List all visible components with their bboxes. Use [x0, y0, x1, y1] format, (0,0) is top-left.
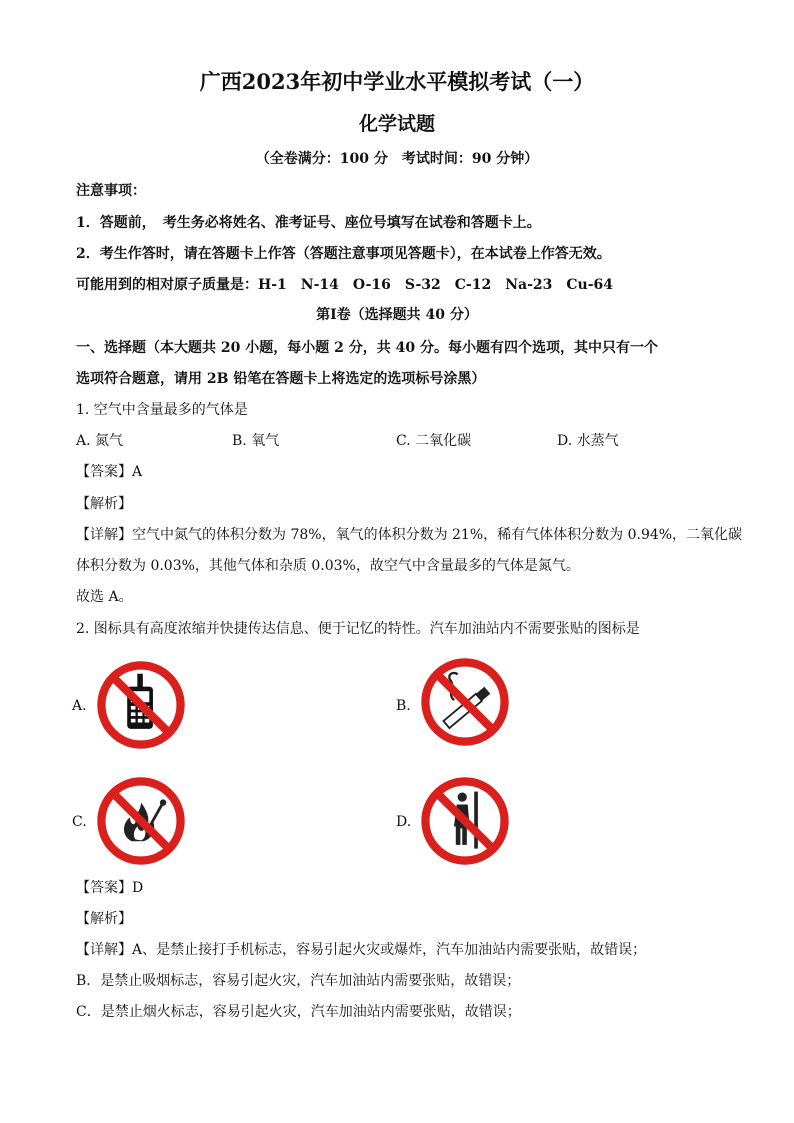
q2-detail-b: B．是禁止吸烟标志，容易引起火灾，汽车加油站内需要张贴，故错误；: [76, 973, 521, 989]
q2-detail-c: C．是禁止烟火标志，容易引起火灾，汽车加油站内需要张贴，故错误；: [76, 1004, 521, 1020]
notes-item-2: 2．考生作答时，请在答题卡上作答（答题注意事项见答题卡），在本试卷上作答无效。: [76, 246, 611, 262]
q2-stem: 2. 图标具有高度浓缩并快捷传达信息、便于记忆的特性。汽车加油站内不需要张贴的图标是: [76, 621, 640, 637]
q1-conclusion: 故选 A。: [76, 589, 133, 605]
notes-item-1: 1．答题前， 考生务必将姓名、准考证号、座位号填写在试卷和答题卡上。: [76, 215, 541, 231]
q1-stem: 1. 空气中含量最多的气体是: [76, 402, 248, 418]
no-smoking-sign-icon: [419, 656, 511, 748]
section-instructions-line2: 选项符合题意，请用 2B 铅笔在答题卡上将选定的选项标号涂黑）: [76, 371, 486, 387]
q2-option-b-label: B.: [396, 698, 411, 714]
no-fire-sign-icon: [95, 775, 187, 867]
q2-option-a-label: A.: [72, 698, 87, 714]
q1-option-b: B. 氧气: [232, 433, 280, 449]
q1-option-d: D. 水蒸气: [557, 433, 619, 449]
no-entry-person-sign-icon: [419, 775, 511, 867]
q2-detail-a: 【详解】A、是禁止接打手机标志，容易引起火灾或爆炸，汽车加油站内需要张贴，故错误；: [76, 942, 647, 958]
subject-title: 化学试题: [358, 113, 435, 135]
q1-answer: 【答案】A: [76, 464, 143, 480]
q2-option-c-label: C.: [72, 814, 87, 830]
q1-option-c: C. 二氧化碳: [396, 433, 472, 449]
q2-option-d-label: D.: [396, 814, 412, 830]
q2-analysis: 【解析】: [76, 911, 132, 927]
exam-title: 广西2023年初中学业水平模拟考试（一）: [199, 69, 595, 94]
q1-option-a: A. 氮气: [76, 433, 124, 449]
no-phone-sign-icon: [95, 659, 187, 751]
q1-detail-line2: 体积分数为 0.03%，其他气体和杂质 0.03%，故空气中含量最多的气体是氮气。: [76, 558, 580, 574]
q2-answer: 【答案】D: [76, 880, 144, 896]
score-info: （全卷满分：100 分 考试时间：90 分钟）: [255, 151, 539, 167]
notes-heading: 注意事项：: [76, 183, 146, 199]
q1-analysis: 【解析】: [76, 496, 132, 512]
atomic-masses: 可能用到的相对原子质量是：H-1 N-14 O-16 S-32 C-12 Na-23 Cu-64: [76, 277, 613, 293]
q1-detail-line1: 【详解】空气中氮气的体积分数为 78%，氧气的体积分数为 21%，稀有气体体积分数为 0.94%，二氧化碳: [76, 527, 743, 543]
part1-heading: 第Ⅰ卷（选择题共 40 分）: [316, 307, 478, 323]
section-instructions-line1: 一、选择题（本大题共 20 小题，每小题 2 分，共 40 分。每小题有四个选项，其中只有一个: [76, 340, 658, 356]
